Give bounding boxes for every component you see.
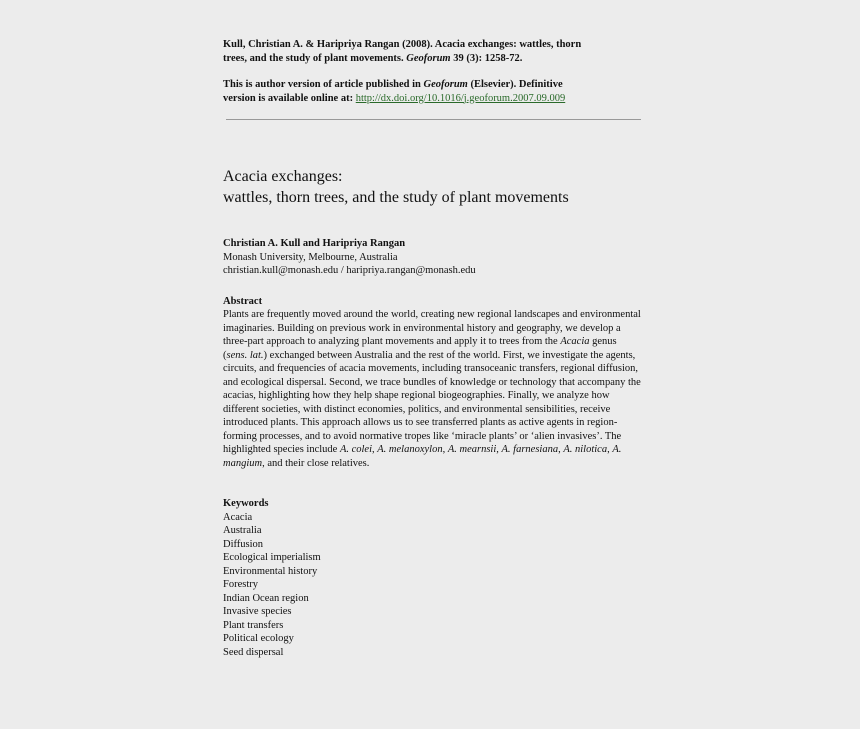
abstract-sep: , xyxy=(607,444,613,455)
citation-line1: Kull, Christian A. & Haripriya Rangan (2008). Acacia exchanges: wattles, thorn xyxy=(223,39,582,50)
abstract-sensu: sens. lat. xyxy=(226,349,264,361)
citation-journal: Geoforum xyxy=(406,52,451,64)
title-line1: Acacia exchanges: xyxy=(223,168,343,185)
keyword-item: Ecological imperialism xyxy=(223,552,321,563)
keyword-item: Invasive species xyxy=(223,606,292,617)
abstract-part: , and their close relatives. xyxy=(262,457,370,469)
keywords-list xyxy=(223,511,643,660)
doi-link[interactable]: http://dx.doi.org/10.1016/j.geoforum.2007.09.009 xyxy=(355,92,566,104)
version-journal: Geoforum xyxy=(423,79,468,90)
abstract-text xyxy=(223,308,643,470)
version-notice xyxy=(223,78,643,105)
keyword-item: Plant transfers xyxy=(223,619,284,631)
species-name: A. farnesiana xyxy=(501,444,559,455)
keyword-item: Political ecology xyxy=(223,633,294,644)
abstract-heading: Abstract xyxy=(223,295,263,307)
abstract-sep: , xyxy=(496,444,502,455)
keyword-item: Australia xyxy=(223,525,262,536)
abstract-sep: , xyxy=(442,444,448,455)
citation-line2-post: 39 (3): 1258-72. xyxy=(450,52,523,64)
author-emails: christian.kull@monash.edu / haripriya.rangan@monash.edu xyxy=(223,265,476,276)
keyword-item: Seed dispersal xyxy=(223,646,284,658)
version-post: (Elsevier). Definitive xyxy=(467,79,563,90)
abstract-part: Plants are frequently moved around the world, creating new regional landscapes and environmental imaginaries. Building on previous work in environmental history and geography, we develop a three-part approach to analyzing plant movements and apply it to trees from the xyxy=(223,309,641,347)
version-line2: version is available online at: xyxy=(223,92,356,104)
keywords-heading: Keywords xyxy=(223,498,269,509)
abstract-part: genus ( xyxy=(223,336,617,361)
abstract-part: ) exchanged between Australia and the rest of the world. First, we investigate the agents, circuits, and frequencies of acacia movements, including transoceanic transfers, regional diffusion, and ecological dispersal. Second, we trace bundles of knowledge or technology that accompany the acacias, highlighting how they help shape regional biogeographies. Finally, we analyze how different societies, with distinct economies, politics, and environmental sensibilities, receive introduced plants. This approach allows us to see transferred plants as active agents in region-forming processes, and to avoid normative tropes like ‘miracle plants’ or ‘alien invasives’. The highlighted species include xyxy=(223,349,641,455)
header-divider xyxy=(226,119,641,120)
species-name: A. nilotica xyxy=(563,444,608,455)
species-name: A. mangium xyxy=(223,444,622,469)
article-title xyxy=(223,166,643,208)
species-name: A. melanoxylon xyxy=(377,444,443,455)
title-line2: wattles, thorn trees, and the study of plant movements xyxy=(223,189,569,206)
keyword-item: Indian Ocean region xyxy=(223,592,309,604)
keyword-item: Diffusion xyxy=(223,538,264,550)
abstract-sep: , xyxy=(372,444,378,455)
keyword-item: Forestry xyxy=(223,579,258,590)
species-name: A. mearnsii xyxy=(447,444,497,455)
keyword-item: Acacia xyxy=(223,511,253,523)
abstract-genus: Acacia xyxy=(560,336,590,347)
document-page xyxy=(223,38,643,659)
author-names: Christian A. Kull and Haripriya Rangan xyxy=(223,238,406,249)
author-affiliation: Monash University, Melbourne, Australia xyxy=(223,251,398,263)
species-name: A. colei xyxy=(339,444,373,455)
keyword-item: Environmental history xyxy=(223,565,318,577)
citation xyxy=(223,38,643,65)
abstract-sep: , xyxy=(558,444,564,455)
citation-line2-pre: trees, and the study of plant movements. xyxy=(223,52,407,64)
version-pre: This is author version of article published in xyxy=(223,79,424,90)
